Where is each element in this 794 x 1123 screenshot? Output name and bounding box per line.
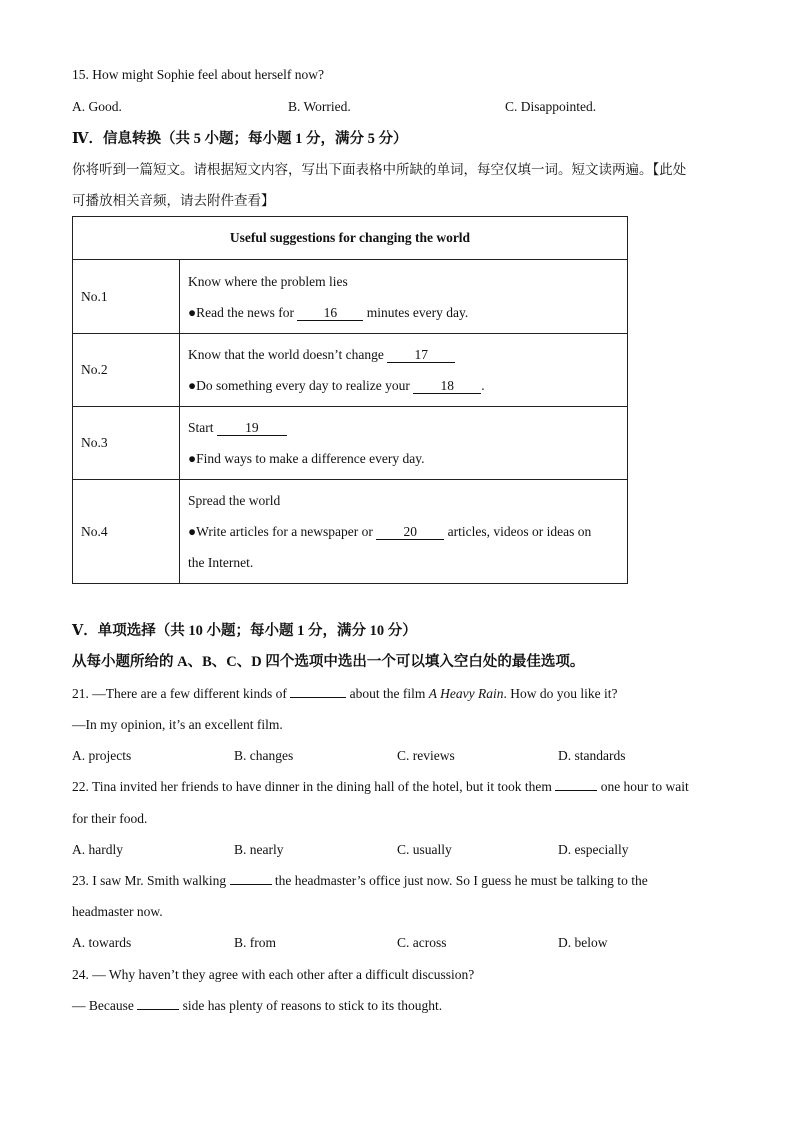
option-a: A. Good. [72,99,122,114]
row-line: ●Read the news for 16 minutes every day. [188,304,469,320]
blank-16[interactable]: 16 [297,305,363,321]
question-22-line-2: for their food. [72,811,148,826]
blank-18[interactable]: 18 [413,378,481,394]
section-4-title: Ⅳ．信息转换（共 5 小题；每小题 1 分，满分 5 分） [72,131,408,147]
section-5-instruction: 从每小题所给的 A、B、C、D 四个选项中选出一个可以填入空白处的最佳选项。 [72,654,585,670]
question-24: 24. — Why haven’t they agree with each other after a difficult discussion? [72,967,475,982]
row-number: No.3 [73,407,180,480]
option-c: C. usually [397,842,452,857]
info-table [72,216,628,584]
option-a: A. towards [72,935,132,950]
question-15: 15. How might Sophie feel about herself now? [72,67,324,82]
row-number: No.4 [73,480,180,584]
answer-blank[interactable] [137,1009,179,1010]
question-24-line-2: — Because side has plenty of reasons to stick to its thought. [72,998,443,1013]
row-line: Spread the world [188,493,281,508]
section-4-instruction-line-2: 可播放相关音频，请去附件查看】 [72,193,275,208]
blank-19[interactable]: 19 [217,420,287,436]
option-d: D. below [558,935,608,950]
option-d: D. standards [558,748,626,763]
option-a: A. projects [72,748,132,763]
question-22: 22. Tina invited her friends to have dinner in the dining hall of the hotel, but it took them one hour to wait [72,779,689,794]
blank-17[interactable]: 17 [387,347,455,363]
section-5-title: Ⅴ．单项选择（共 10 小题；每小题 1 分，满分 10 分） [72,623,417,639]
row-line: Know that the world doesn’t change 17 [188,339,627,370]
row-line: ●Do something every day to realize your 18 . [188,378,485,393]
section-4-instruction-line-1: 你将听到一篇短文。请根据短文内容，写出下面表格中所缺的单词，每空仅填一词。短文读两遍。【此处 [72,162,687,177]
question-23-line-2: headmaster now. [72,904,163,919]
row-line: Know where the problem lies [188,273,348,289]
row-line: the Internet. [188,555,254,570]
row-line: Start 19 [188,412,627,443]
answer-blank[interactable] [290,697,346,698]
question-23: 23. I saw Mr. Smith walking the headmaster’s office just now. So I guess he must be talking to the [72,873,648,888]
option-b: B. changes [234,748,294,763]
option-c: C. reviews [397,748,455,763]
option-c: C. across [397,935,447,950]
option-b: B. Worried. [288,99,351,114]
answer-blank[interactable] [555,790,597,791]
table-row [73,480,628,584]
option-c: C. Disappointed. [505,99,597,114]
answer-blank[interactable] [230,884,272,885]
table-row [73,260,628,334]
table-row [73,334,628,407]
option-d: D. especially [558,842,629,857]
option-b: B. nearly [234,842,284,857]
blank-20[interactable]: 20 [376,524,444,540]
question-21: 21. —There are a few different kinds of about the film A Heavy Rain. How do you like it? [72,686,618,701]
table-row [73,407,628,480]
table-header: Useful suggestions for changing the world [73,217,628,260]
row-line: ●Write articles for a newspaper or 20 articles, videos or ideas on [188,524,592,539]
row-line: ●Find ways to make a difference every day. [188,451,425,466]
row-number: No.2 [73,334,180,407]
row-number: No.1 [73,260,180,334]
option-b: B. from [234,935,276,950]
question-21-line-2: —In my opinion, it’s an excellent film. [72,717,283,732]
option-a: A. hardly [72,842,123,857]
